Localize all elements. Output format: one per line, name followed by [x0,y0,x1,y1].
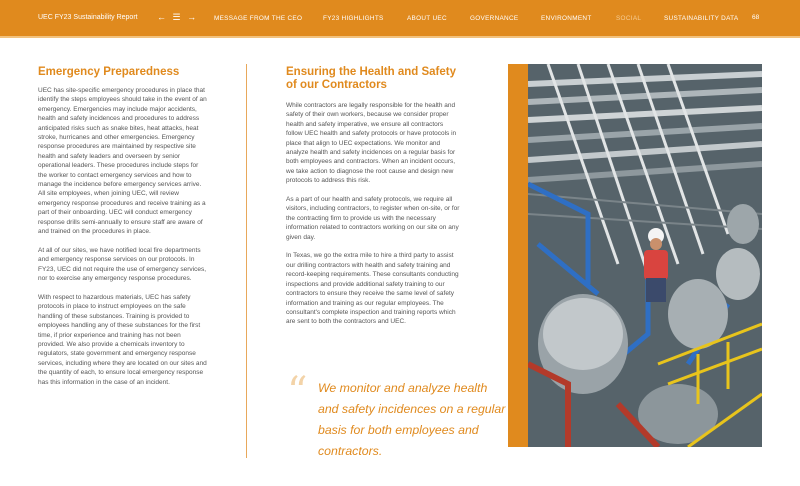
top-nav-bar [0,0,800,38]
pull-quote: We monitor and analyze health and safety incidences on a regular basis for both employees and contractors. [318,381,506,458]
section-heading: Emergency Preparedness [38,66,180,78]
nav-item-about-uec[interactable]: ABOUT UEC [407,15,447,22]
nav-item-social[interactable]: SOCIAL [616,15,642,22]
nav-arrows-icon[interactable]: ← ☰ → [157,12,199,22]
nav-item-fy23-highlights[interactable]: FY23 HIGHLIGHTS [323,15,384,22]
paragraph: At all of our sites, we have notified local fire departments and emergency response services on our protocols. In FY23, UEC did not require the use of emergency services, nor to exercise any emergency response procedures. [38,246,206,283]
report-title[interactable]: UEC FY23 Sustainability Report [38,14,138,21]
paragraph: In Texas, we go the extra mile to hire a third party to assist our drilling contractors with health and safety training and record-keeping requirements. These consultants conducting inspections and provide additional safety training to our contractors to ensure they receive the same level of safety information and training as our regular employees. The consultant's complete inspection and training reports which are sent to both the contractors and UEC. [286,252,459,326]
paragraph: With respect to hazardous materials, UEC has safety protocols in place to instruct employees on the safe handling of these substances. Training is provided to employees handling any of these substances for the first time, if prior experience and training has not been provided. We also provide a chemicals inventory to regulators, state government and emergency response services, including where they are located on our sites and the quantity of each, to ensure local emergency response has this information in the case of an incident. [38,293,207,386]
section-heading: Ensuring the Health and Safety of our Contractors [286,66,456,91]
paragraph: As a part of our health and safety protocols, we require all visitors, including contractors, to register when on-site, or for the contracting firm to provide us with the necessary information related to contractors working on our site on any given day. [286,196,460,241]
emergency-preparedness-section [38,66,208,396]
column-divider [246,64,247,458]
page-number: 68 [752,14,760,21]
nav-item-governance[interactable]: GOVERNANCE [470,15,519,22]
paragraph: While contractors are legally responsible for the health and safety of their own workers, because we consider proper health and safety imperative, we ensure all contractors follow UEC health and safety protocols or have protocols in place that align to UEC expectations. We monitor and analyze health and safety incidences on a regular basis for both employees and contractors. When an incident occurs, we take action to diagnose the root cause and design new protocols to address this risk. [286,102,457,185]
plant-worker-photo [528,64,762,447]
nav-item-sustainability-data[interactable]: SUSTAINABILITY DATA [664,15,739,22]
contractor-safety-section [286,66,461,336]
paragraph: UEC has site-specific emergency procedures in place that identify the steps employees should take in the event of an emergency. Emergencies may include major accidents, health and safety incidences and procedures to address anticipated risks such as snake bites, heat attacks, heat stroke, hurricanes and other emergencies. Emergency response procedures are maintained by respective site health and safety leaders and overseen by senior operational leaders. These procedures include steps for the worker to contact emergency services and how to manage the incidence before emergency services arrive. All site employees, when joining UEC, will review emergency response procedures and receive training as a part of their onboarding. UEC will conduct emergency response drills semi-annually to ensure staff are aware of and trained on the procedures in place. [38,87,207,236]
nav-item-environment[interactable]: ENVIRONMENT [541,15,592,22]
nav-item-message-from-ceo[interactable]: MESSAGE FROM THE CEO [214,15,303,22]
quote-mark-icon: “ [287,369,308,415]
